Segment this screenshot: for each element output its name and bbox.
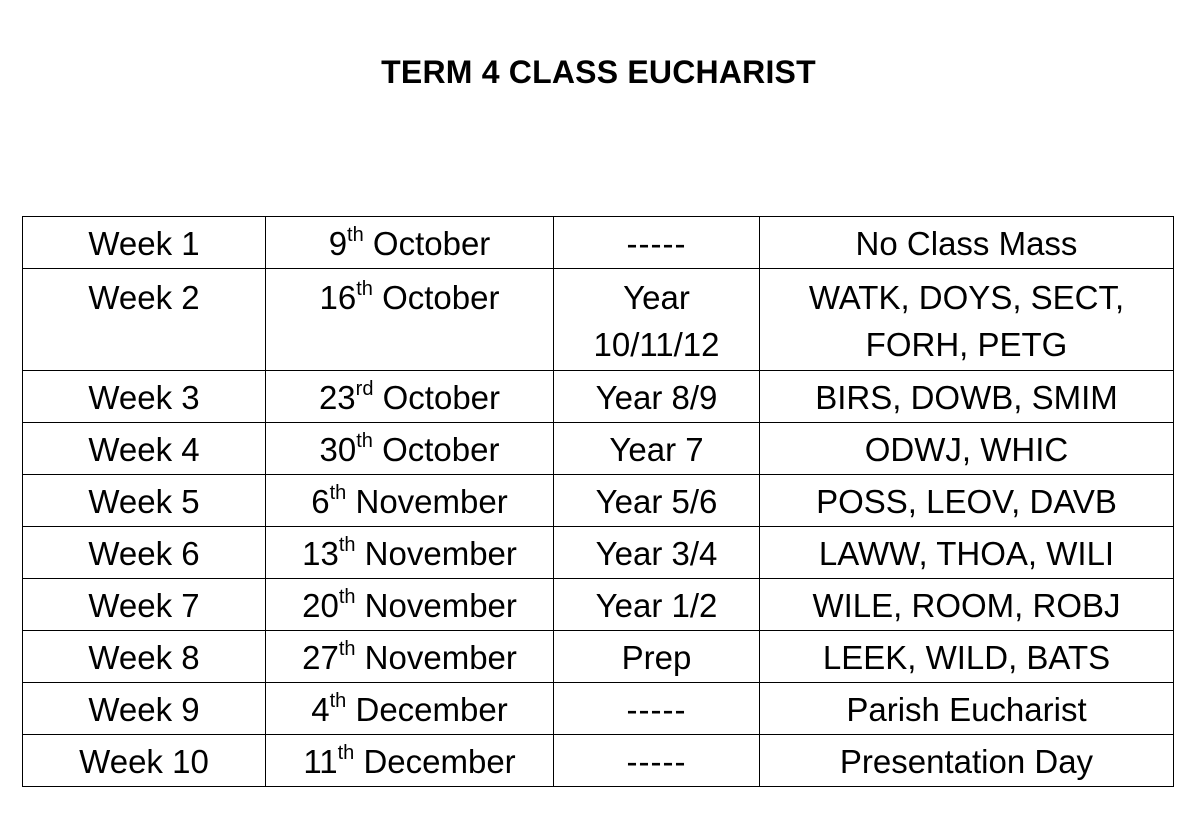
date-cell [266, 527, 554, 579]
date-month: December [355, 691, 508, 728]
year-cell: Year 8/9 [554, 371, 760, 423]
week-cell: Week 5 [23, 475, 266, 527]
date-suffix: th [338, 638, 356, 660]
date-month: November [355, 483, 508, 520]
table-row [23, 423, 1174, 475]
schedule-table [22, 216, 1174, 787]
date-cell [266, 579, 554, 631]
week-cell: Week 6 [23, 527, 266, 579]
date-suffix: th [347, 224, 364, 246]
date-day: 4 [311, 691, 330, 728]
date-day: 30 [319, 431, 357, 468]
classes-cell: BIRS, DOWB, SMIM [760, 371, 1174, 423]
year-cell: Prep [554, 631, 760, 683]
classes-cell: Parish Eucharist [760, 683, 1174, 735]
date-suffix: rd [355, 378, 374, 400]
table-row [23, 475, 1174, 527]
date-day: 11 [303, 743, 338, 780]
date-month: November [364, 587, 517, 624]
date-month: October [382, 431, 500, 468]
date-month: October [382, 279, 500, 316]
date-day: 9 [328, 225, 348, 262]
table-row [23, 371, 1174, 423]
classes-cell: No Class Mass [760, 217, 1174, 269]
week-cell: Week 7 [23, 579, 266, 631]
date-cell [266, 631, 554, 683]
date-month: November [364, 535, 517, 572]
date-suffix: th [356, 430, 373, 452]
date-cell [266, 371, 554, 423]
table-row [23, 735, 1174, 787]
year-cell: ----- [554, 217, 760, 269]
year-cell: ----- [554, 683, 760, 735]
year-cell: Year 1/2 [554, 579, 760, 631]
date-suffix: th [329, 690, 347, 712]
week-cell: Week 1 [23, 217, 266, 269]
date-suffix: th [338, 586, 356, 608]
classes-cell: LAWW, THOA, WILI [760, 527, 1174, 579]
year-cell: ----- [554, 735, 760, 787]
date-cell [266, 269, 554, 371]
year-cell: Year 5/6 [554, 475, 760, 527]
date-suffix: th [356, 278, 373, 300]
date-suffix: th [338, 534, 356, 556]
date-day: 6 [311, 483, 330, 520]
date-cell [266, 475, 554, 527]
classes-cell: POSS, LEOV, DAVB [760, 475, 1174, 527]
date-day: 13 [302, 535, 339, 572]
classes-cell: ODWJ, WHIC [760, 423, 1174, 475]
table-row [23, 269, 1174, 371]
week-cell: Week 9 [23, 683, 266, 735]
year-cell: Year 7 [554, 423, 760, 475]
date-cell [266, 423, 554, 475]
table-row [23, 579, 1174, 631]
year-cell: Year 10/11/12 [554, 269, 760, 371]
date-cell [266, 217, 554, 269]
date-month: December [363, 743, 516, 780]
date-suffix: th [329, 482, 347, 504]
date-day: 20 [302, 587, 339, 624]
week-cell: Week 4 [23, 423, 266, 475]
week-cell: Week 2 [23, 269, 266, 371]
table-row [23, 683, 1174, 735]
week-cell: Week 8 [23, 631, 266, 683]
table-row [23, 527, 1174, 579]
date-cell [266, 735, 554, 787]
page-title: TERM 4 CLASS EUCHARIST [381, 54, 816, 90]
date-day: 16 [319, 279, 357, 316]
date-cell [266, 683, 554, 735]
classes-cell: WILE, ROOM, ROBJ [760, 579, 1174, 631]
date-month: October [372, 225, 491, 262]
classes-cell: LEEK, WILD, BATS [760, 631, 1174, 683]
date-month: November [364, 639, 517, 676]
classes-cell: WATK, DOYS, SECT, FORH, PETG [760, 269, 1174, 371]
week-cell: Week 3 [23, 371, 266, 423]
date-month: October [382, 379, 501, 416]
date-day: 23 [318, 379, 356, 416]
date-day: 27 [302, 639, 339, 676]
table-row [23, 217, 1174, 269]
week-cell: Week 10 [23, 735, 266, 787]
date-suffix: th [337, 742, 355, 764]
classes-cell: Presentation Day [760, 735, 1174, 787]
year-cell: Year 3/4 [554, 527, 760, 579]
table-row [23, 631, 1174, 683]
